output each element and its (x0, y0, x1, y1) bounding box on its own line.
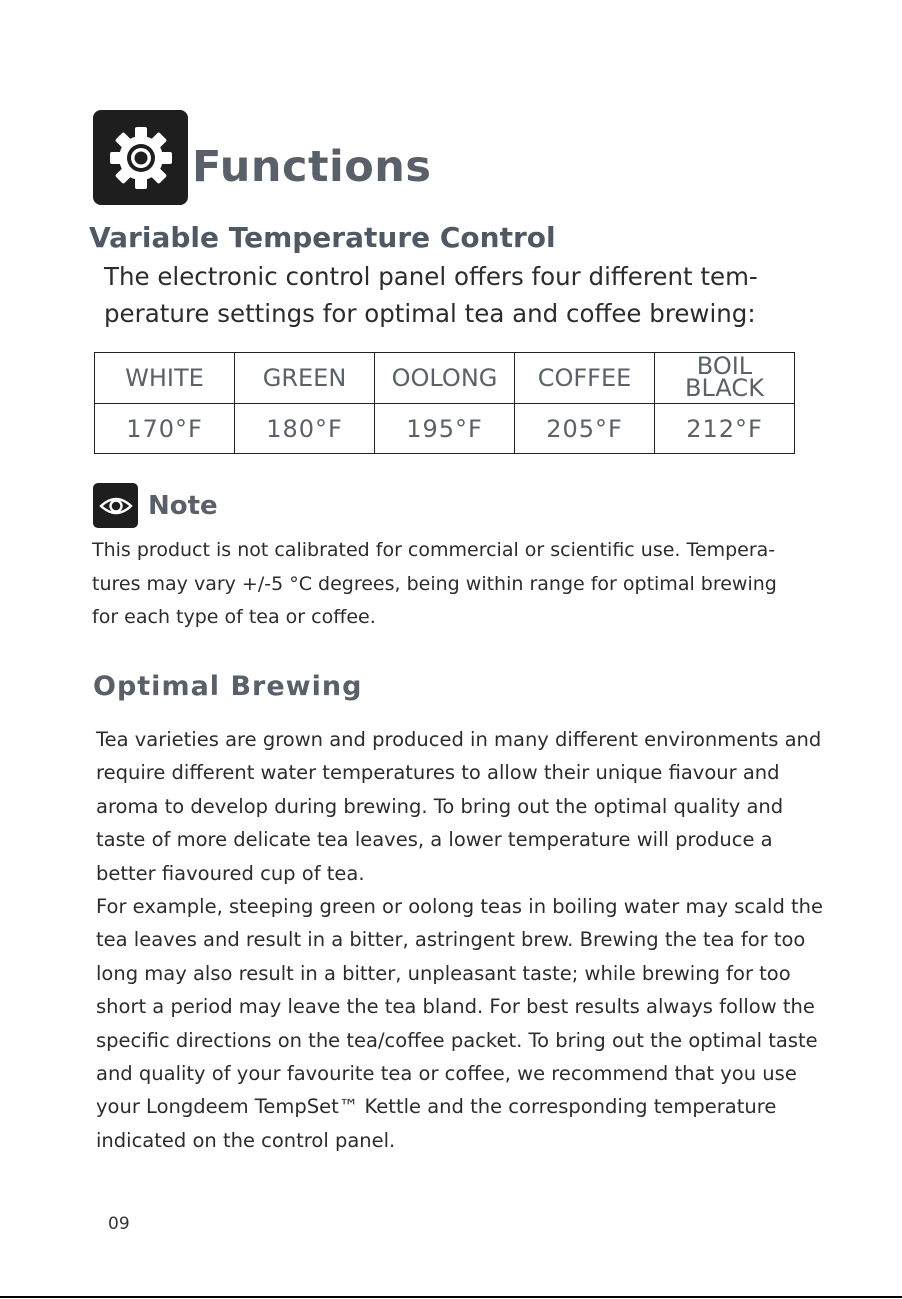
body-line: aroma to develop during brewing. To bring out the optimal quality and (96, 794, 784, 818)
note-line: tures may vary +/-5 °C degrees, being within range for optimal brewing (92, 572, 777, 595)
page-number: 09 (108, 1214, 130, 1234)
gear-icon (93, 110, 188, 205)
table-cell-tea-type: WHITE (95, 353, 235, 404)
table-header-row (95, 353, 795, 404)
intro-line: perature settings for optimal tea and coffee brewing: (104, 299, 756, 328)
body-line: Tea varieties are grown and produced in many different environments and (96, 728, 822, 751)
note-paragraph (92, 534, 882, 635)
optimal-brewing-title: Optimal Brewing (93, 671, 363, 702)
boil-label: BOIL (696, 351, 753, 380)
footer-divider (0, 1296, 902, 1298)
note-line: This product is not calibrated for commercial or scientific use. Tempera- (92, 539, 776, 561)
note-title: Note (148, 491, 218, 521)
body-line: your Longdeem TempSet™ Kettle and the corresponding temperature (96, 1095, 777, 1119)
body-line: tea leaves and result in a bitter, astringent brew. Brewing the tea for too (96, 928, 806, 952)
table-cell-tea-type: OOLONG (375, 353, 515, 404)
intro-line: The electronic control panel offers four different tem- (104, 262, 758, 291)
table-cell-tea-type (655, 353, 795, 404)
intro-paragraph (104, 258, 864, 332)
temperature-table (94, 352, 795, 454)
body-line: For example, steeping green or oolong teas in boiling water may scald the (96, 895, 824, 919)
body-line: taste of more delicate tea leaves, a lower temperature will produce a (96, 828, 773, 852)
table-temp-row (95, 404, 795, 454)
body-line: short a period may leave the tea bland. For best results always follow the (96, 995, 815, 1019)
table-cell-temperature: 212°F (655, 404, 795, 454)
table-cell-temperature: 180°F (235, 404, 375, 454)
body-line: specific directions on the tea/coffee packet. To bring out the optimal taste (96, 1028, 818, 1052)
section-title: Variable Temperature Control (89, 221, 556, 254)
table-cell-temperature: 205°F (515, 404, 655, 454)
body-line: long may also result in a bitter, unpleasant taste; while brewing for too (96, 961, 791, 985)
black-label: BLACK (685, 373, 764, 402)
table-cell-temperature: 195°F (375, 404, 515, 454)
note-line: for each type of tea or coffee. (92, 606, 376, 628)
body-line: indicated on the control panel. (96, 1128, 396, 1152)
table-cell-tea-type: COFFEE (515, 353, 655, 404)
body-line: and quality of your favourite tea or coffee, we recommend that you use (96, 1062, 797, 1086)
eye-icon (93, 483, 138, 528)
table-cell-tea-type: GREEN (235, 353, 375, 404)
boil-black-label (685, 351, 764, 402)
page-title: Functions (192, 142, 432, 192)
body-line: require different water temperatures to allow their unique fiavour and (96, 761, 780, 785)
table-cell-temperature: 170°F (95, 404, 235, 454)
optimal-brewing-paragraph (96, 723, 886, 1157)
body-line: better fiavoured cup of tea. (96, 861, 365, 885)
